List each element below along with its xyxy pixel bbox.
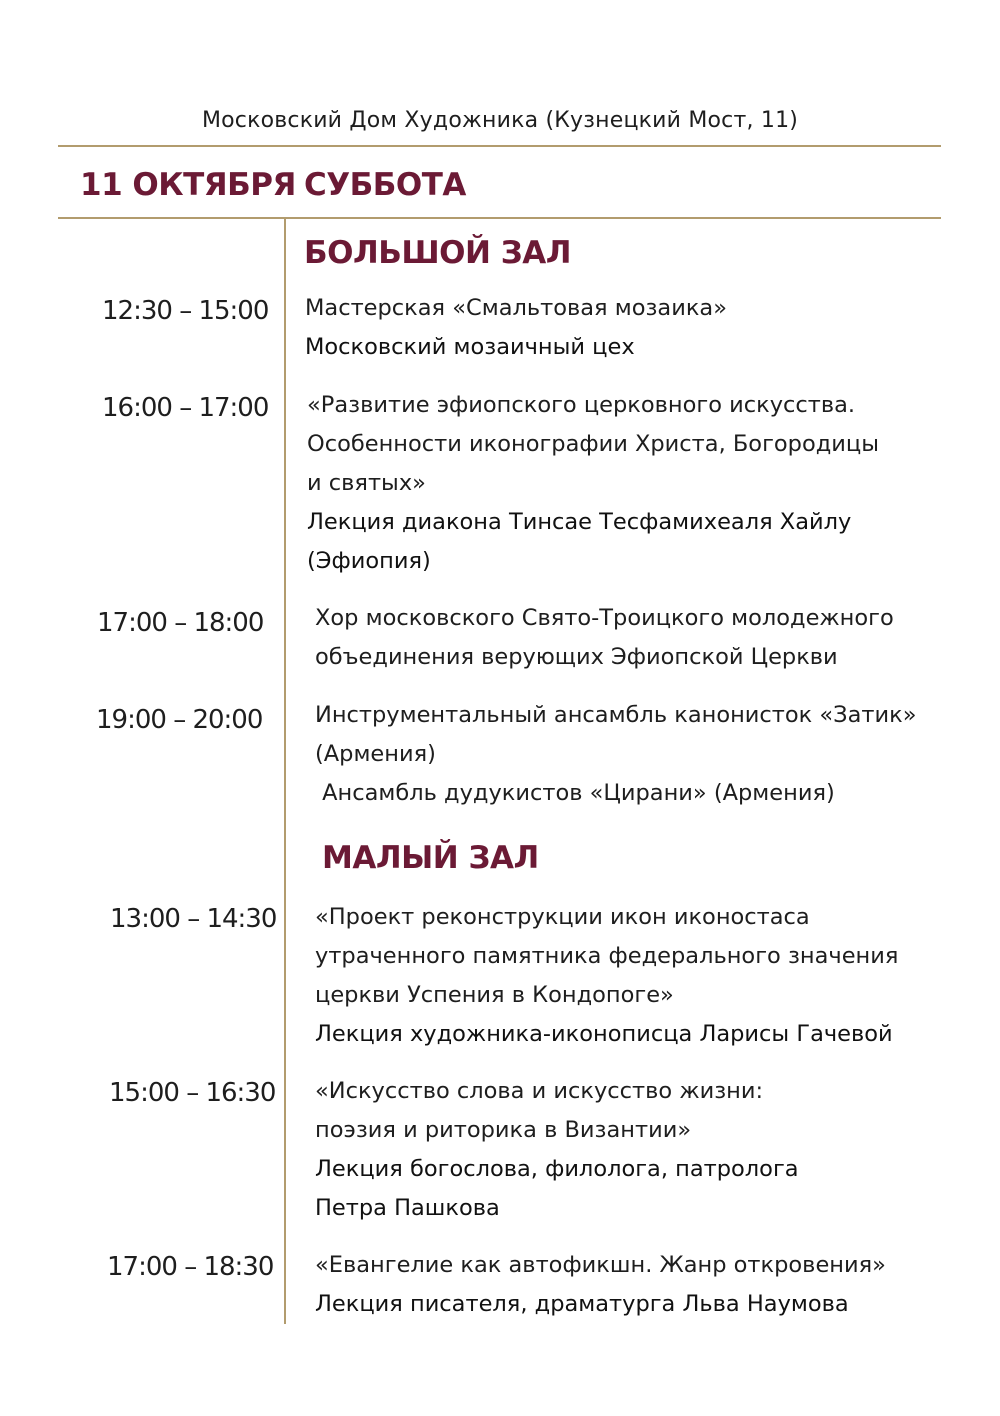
event-line: Ансамбль дудукистов «Цирани» (Армения) <box>315 780 835 806</box>
event-line: Инструментальный ансамбль канонисток «Затик» <box>315 702 917 728</box>
event-time: 15:00 – 16:30 <box>109 1078 276 1108</box>
event-line: поэзия и риторика в Византии» <box>315 1117 692 1143</box>
event-description <box>315 696 916 813</box>
event-time: 12:30 – 15:00 <box>102 296 269 326</box>
top-divider <box>58 145 941 147</box>
event-line: и святых» <box>307 470 426 496</box>
day-date: 11 ОКТЯБРЯ <box>80 167 296 203</box>
event-line: Лекция диакона Тинсае Тесфамихеаля Хайлу <box>307 509 852 535</box>
event-time: 16:00 – 17:00 <box>102 393 269 423</box>
hall-title-big: БОЛЬШОЙ ЗАЛ <box>304 235 572 271</box>
event-line: объединения верующих Эфиопской Церкви <box>315 644 838 670</box>
event-description <box>315 898 898 1054</box>
hall-title-small: МАЛЫЙ ЗАЛ <box>322 840 539 876</box>
event-line: Лекция художника-иконописца Ларисы Гачевой <box>315 1021 893 1047</box>
event-time: 17:00 – 18:00 <box>97 608 264 638</box>
event-line: утраченного памятника федерального значения <box>315 943 899 969</box>
event-line: Лекция богослова, филолога, патролога <box>315 1156 799 1182</box>
event-time: 13:00 – 14:30 <box>110 904 277 934</box>
event-description <box>315 1072 799 1228</box>
event-line: Хор московского Свято-Троицкого молодежного <box>315 605 894 631</box>
event-description <box>305 289 727 367</box>
venue-title: Московский Дом Художника (Кузнецкий Мост, 11) <box>201 108 799 133</box>
event-line: Московский мозаичный цех <box>305 334 635 360</box>
event-line: «Проект реконструкции икон иконостаса <box>315 904 810 930</box>
event-description <box>315 599 894 677</box>
event-time: 19:00 – 20:00 <box>96 705 263 735</box>
day-weekday: СУББОТА <box>304 167 466 203</box>
event-line: Петра Пашкова <box>315 1195 500 1221</box>
column-divider <box>284 218 286 1324</box>
event-line: «Искусство слова и искусство жизни: <box>315 1078 764 1104</box>
event-description <box>307 386 879 581</box>
event-line: Мастерская «Смальтовая мозаика» <box>305 295 727 321</box>
event-line: «Развитие эфиопского церковного искусства. <box>307 392 856 418</box>
event-line: Особенности иконографии Христа, Богородицы <box>307 431 879 457</box>
event-line: (Эфиопия) <box>307 548 431 574</box>
event-line: «Евангелие как автофикшн. Жанр откровения» <box>315 1252 886 1278</box>
event-line: церкви Успения в Кондопоге» <box>315 982 674 1008</box>
event-line: (Армения) <box>315 741 436 767</box>
event-time: 17:00 – 18:30 <box>107 1252 274 1282</box>
event-line: Лекция писателя, драматурга Льва Наумова <box>315 1291 849 1317</box>
header-divider <box>58 217 941 219</box>
event-description <box>315 1246 886 1324</box>
